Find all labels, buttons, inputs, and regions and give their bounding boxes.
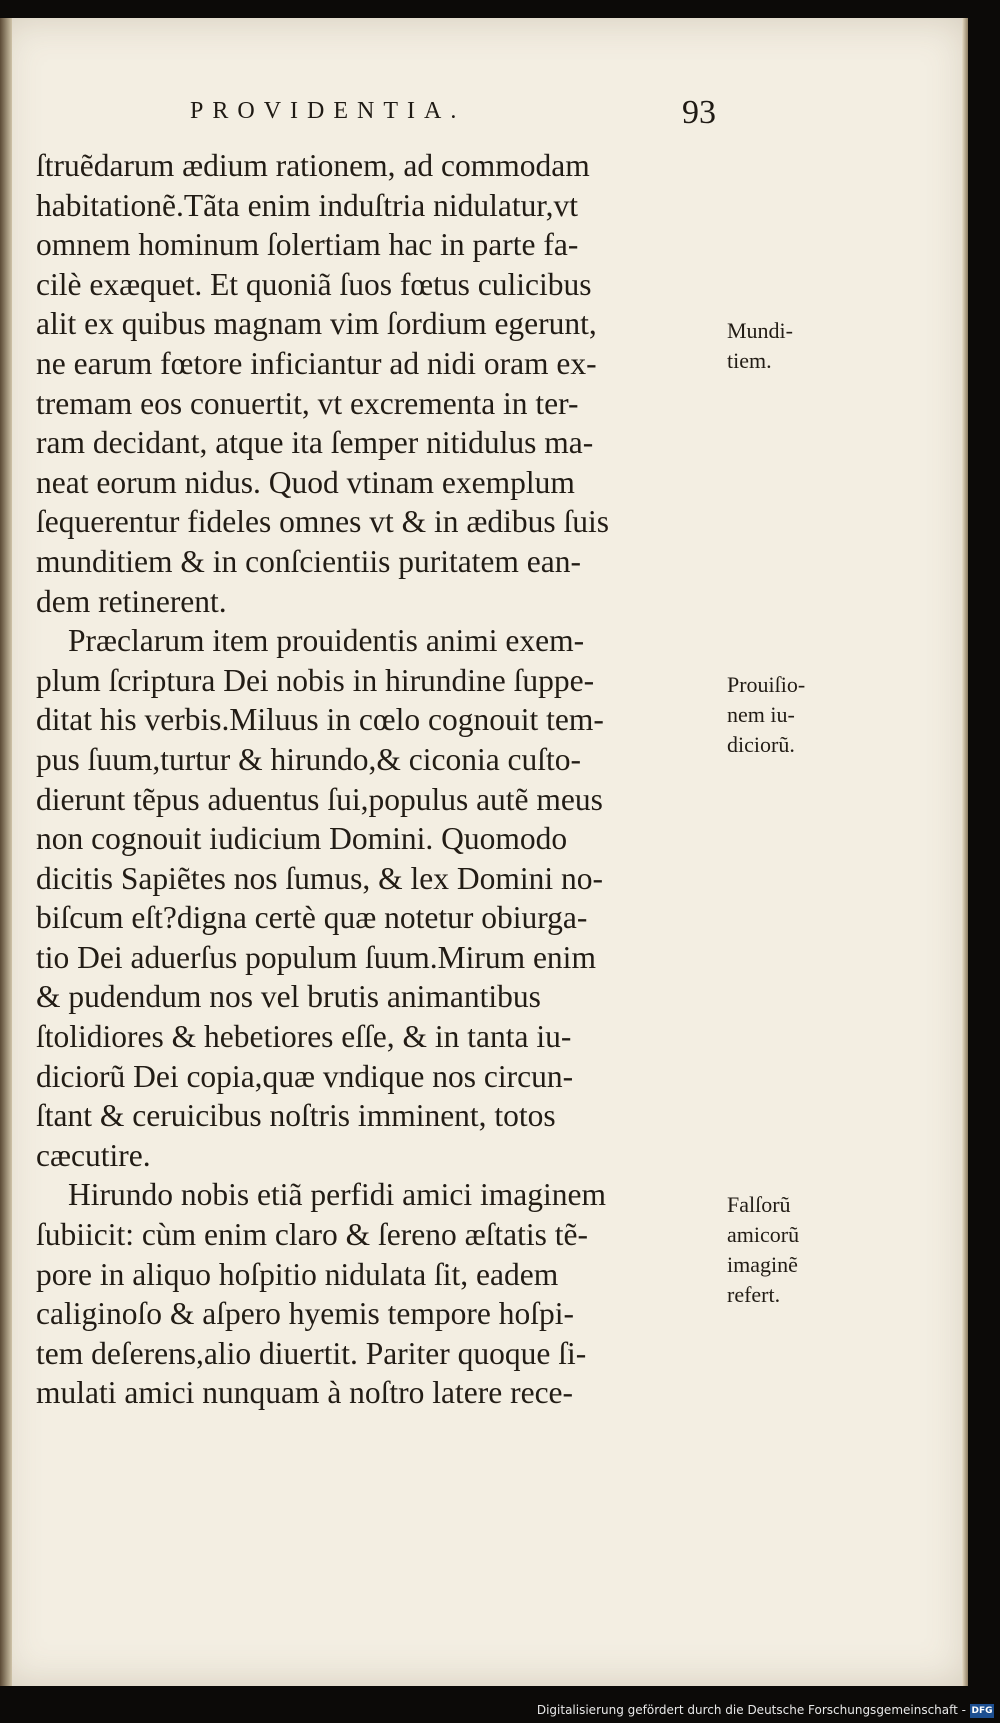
text-line: ſubiicit: cùm enim claro & ſereno æſtatis tẽ- [36, 1217, 588, 1253]
text-line: omnem hominum ſolertiam hac in parte fa- [36, 227, 579, 263]
text-line: cilè exæquet. Et quoniã ſuos fœtus culicibus [36, 266, 592, 302]
text-line: pore in aliquo hoſpitio nidulata ſit, eadem [36, 1256, 559, 1292]
margin-note-line: Falſorũ [727, 1192, 791, 1217]
margin-note-line: nem iu- [727, 702, 795, 727]
text-line: cæcutire. [36, 1137, 151, 1173]
text-line: Hirundo nobis etiã perfidi amici imaginem [68, 1177, 606, 1213]
footer-bar [0, 1697, 1000, 1723]
margin-note-line: imaginẽ [727, 1252, 798, 1277]
text-line: ſtolidiores & hebetiores eſſe, & in tanta iu- [36, 1019, 572, 1055]
margin-note-line: Prouiſio- [727, 672, 806, 697]
margin-note-line: tiem. [727, 348, 772, 373]
funding-credit: Digitalisierung gefördert durch die Deutsche Forschungsgemeinschaft - [536, 1703, 966, 1717]
text-line: ram decidant, atque ita ſemper nitidulus ma- [36, 425, 594, 461]
page-number: 93 [682, 94, 716, 131]
dfg-logo: DFG [971, 1706, 993, 1716]
text-line: biſcum eſt?digna certè quæ notetur obiurga- [36, 900, 588, 936]
text-line: tem deſerens,alio diuertit. Pariter quoque ſi- [36, 1335, 587, 1371]
page-fore-edge [962, 18, 968, 1686]
text-line: pus ſuum,turtur & hirundo,& ciconia cuſto- [36, 741, 582, 777]
text-line: caliginoſo & aſpero hyemis tempore hoſpi- [36, 1296, 574, 1332]
text-line: Præclarum item prouidentis animi exem- [68, 623, 585, 659]
book-page [0, 18, 968, 1686]
margin-note-line: Mundi- [727, 318, 793, 343]
text-line: ſtant & ceruicibus noſtris imminent, totos [36, 1098, 556, 1134]
margin-note-line: diciorũ. [727, 732, 795, 757]
text-line: ne earum fœtore inficiantur ad nidi oram ex- [36, 345, 597, 381]
text-line: neat eorum nidus. Quod vtinam exemplum [36, 464, 575, 500]
margin-note-munditiem [727, 316, 837, 376]
text-line: ditat his verbis.Miluus in cœlo cognouit tem- [36, 702, 604, 738]
text-line: tio Dei aduerſus populum ſuum.Mirum enim [36, 939, 596, 975]
text-line: dierunt tẽpus aduentus ſui,populus autẽ meus [36, 781, 603, 817]
body-text [36, 146, 716, 1413]
margin-note-falsorum-amicorum [727, 1190, 837, 1310]
text-line: alit ex quibus magnam vim ſordium egerunt, [36, 306, 597, 342]
page-binding-edge [0, 18, 12, 1686]
text-line: dem retinerent. [36, 583, 227, 619]
text-line: mulati amici nunquam à noſtro latere rece- [36, 1375, 574, 1411]
margin-note-line: refert. [727, 1282, 781, 1307]
text-line: diciorũ Dei copia,quæ vndique nos circun- [36, 1058, 574, 1094]
text-line: tremam eos conuertit, vt excrementa in ter- [36, 385, 579, 421]
text-line: & pudendum nos vel brutis animantibus [36, 979, 541, 1015]
text-line: ſequerentur fideles omnes vt & in ædibus ſuis [36, 504, 610, 540]
text-line: plum ſcriptura Dei nobis in hirundine ſuppe- [36, 662, 595, 698]
running-head: PROVIDENTIA. [190, 98, 466, 124]
margin-note-line: amicorũ [727, 1222, 800, 1247]
text-line: habitationẽ.Tãta enim induſtria nidulatur,vt [36, 187, 578, 223]
margin-note-prouisionem [727, 670, 837, 760]
text-line: dicitis Sapiẽtes nos ſumus, & lex Domini no- [36, 860, 603, 896]
text-line: munditiem & in conſcientiis puritatem ean- [36, 543, 581, 579]
text-line: ſtruẽdarum ædium rationem, ad commodam [36, 148, 590, 183]
text-line: non cognouit iudicium Domini. Quomodo [36, 821, 568, 857]
